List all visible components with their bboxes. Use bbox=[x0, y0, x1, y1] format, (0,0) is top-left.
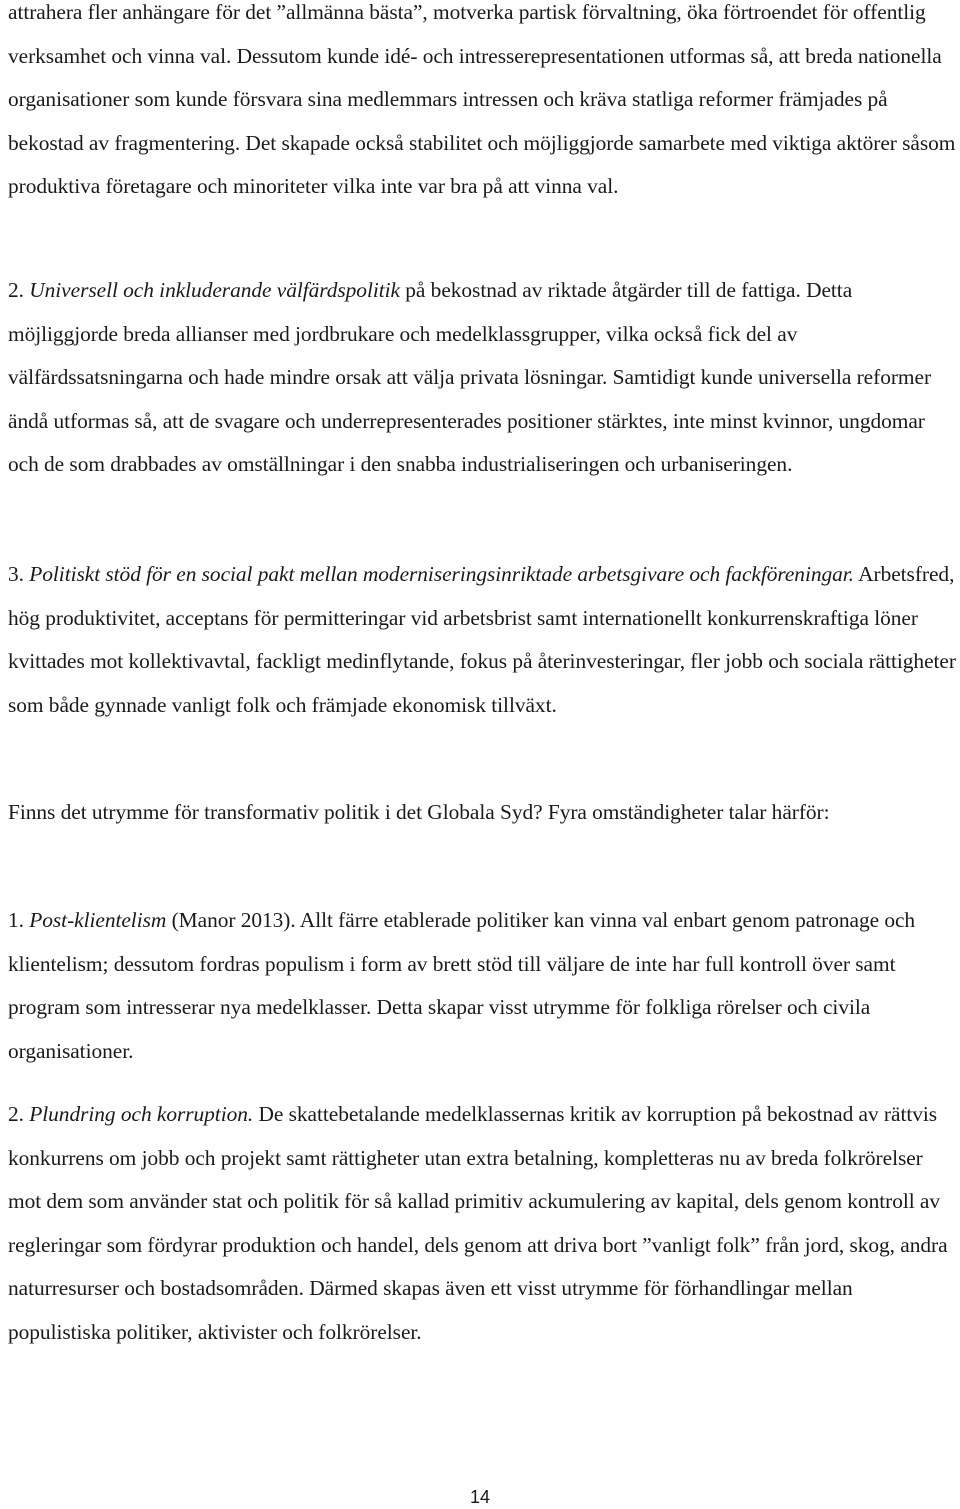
point-3-heading: Politiskt stöd för en social pakt mellan moderniseringsinriktade arbetsgivare och fackföreningar. bbox=[29, 562, 854, 586]
point-2-body: på bekostnad av riktade åtgärder till de fattiga. Detta möjliggjorde breda allianser med jordbrukare och medelklassgrupper, vilka också fick del av välfärdssatsningarna och hade mindre orsak att välja privata lösningar. Samtidigt kunde universella reformer ändå utformas så, att de svagare och underrepresenterades positioner stärktes, inte minst kvinnor, ungdomar och de som drabbades av omställningar i den snabba industrialiseringen och urbaniseringen. bbox=[8, 278, 932, 477]
list-2-heading: Plundring och korruption. bbox=[29, 1102, 254, 1126]
point-3-number: 3. bbox=[8, 562, 30, 586]
paragraph-list-item-2 bbox=[8, 1093, 960, 1355]
point-2-number: 2. bbox=[8, 278, 30, 302]
list-2-body: De skattebetalande medelklassernas kritik av korruption på bekostnad av rättvis konkurrens om jobb och projekt samt rättigheter utan extra betalning, kompletteras nu av breda folkrörelser mot dem som använder stat och politik för så kallad primitiv ackumulering av kapital, dels genom kontroll av regleringar som fördyrar produktion och handel, dels genom att driva bort ”vanligt folk” från jord, skog, andra naturresurser och bostadsområden. Därmed skapas även ett visst utrymme för förhandlingar mellan populistiska politiker, aktivister och folkrörelser. bbox=[8, 1102, 948, 1344]
paragraph-question: Finns det utrymme för transformativ politik i det Globala Syd? Fyra omständigheter talar härför: bbox=[8, 800, 830, 824]
point-2-heading: Universell och inkluderande välfärdspolitik bbox=[29, 278, 400, 302]
paragraph-list-item-1 bbox=[8, 899, 960, 1073]
paragraph-intro-continuation: attrahera fler anhängare för det ”allmänna bästa”, motverka partisk förvaltning, öka förtroendet för offentlig verksamhet och vinna val. Dessutom kunde idé- och intresserepresentationen utformas så, att breda nationella organisationer som kunde försvara sina medlemmars intressen och kräva statliga reformer främjades på bekostad av fragmentering. Det skapade också stabilitet och möjliggjorde samarbete med viktiga aktörer såsom produktiva företagare och minoriteter vilka inte var bra på att vinna val. bbox=[8, 0, 956, 199]
list-1-number: 1. bbox=[8, 908, 30, 932]
list-1-body: (Manor 2013). Allt färre etablerade politiker kan vinna val enbart genom patronage och klientelism; dessutom fordras populism i form av brett stöd till väljare de inte har full kontroll över samt program som intresserar nya medelklasser. Detta skapar visst utrymme för folkliga rörelser och civila organisationer. bbox=[8, 908, 916, 1063]
list-2-number: 2. bbox=[8, 1102, 30, 1126]
page-number: 14 bbox=[469, 1487, 491, 1507]
point-3-body: Arbetsfred, hög produktivitet, acceptans för permitteringar vid arbetsbrist samt internationellt konkurrenskraftiga löner kvittades mot kollektivavtal, fackligt medinflytande, fokus på återinvesteringar, fler jobb och sociala rättigheter som både gynnade vanligt folk och främjade ekonomisk tillväxt. bbox=[8, 562, 956, 717]
list-1-heading: Post-klientelism bbox=[29, 908, 167, 932]
paragraph-point-2 bbox=[8, 269, 960, 487]
paragraph-point-3 bbox=[8, 553, 960, 727]
